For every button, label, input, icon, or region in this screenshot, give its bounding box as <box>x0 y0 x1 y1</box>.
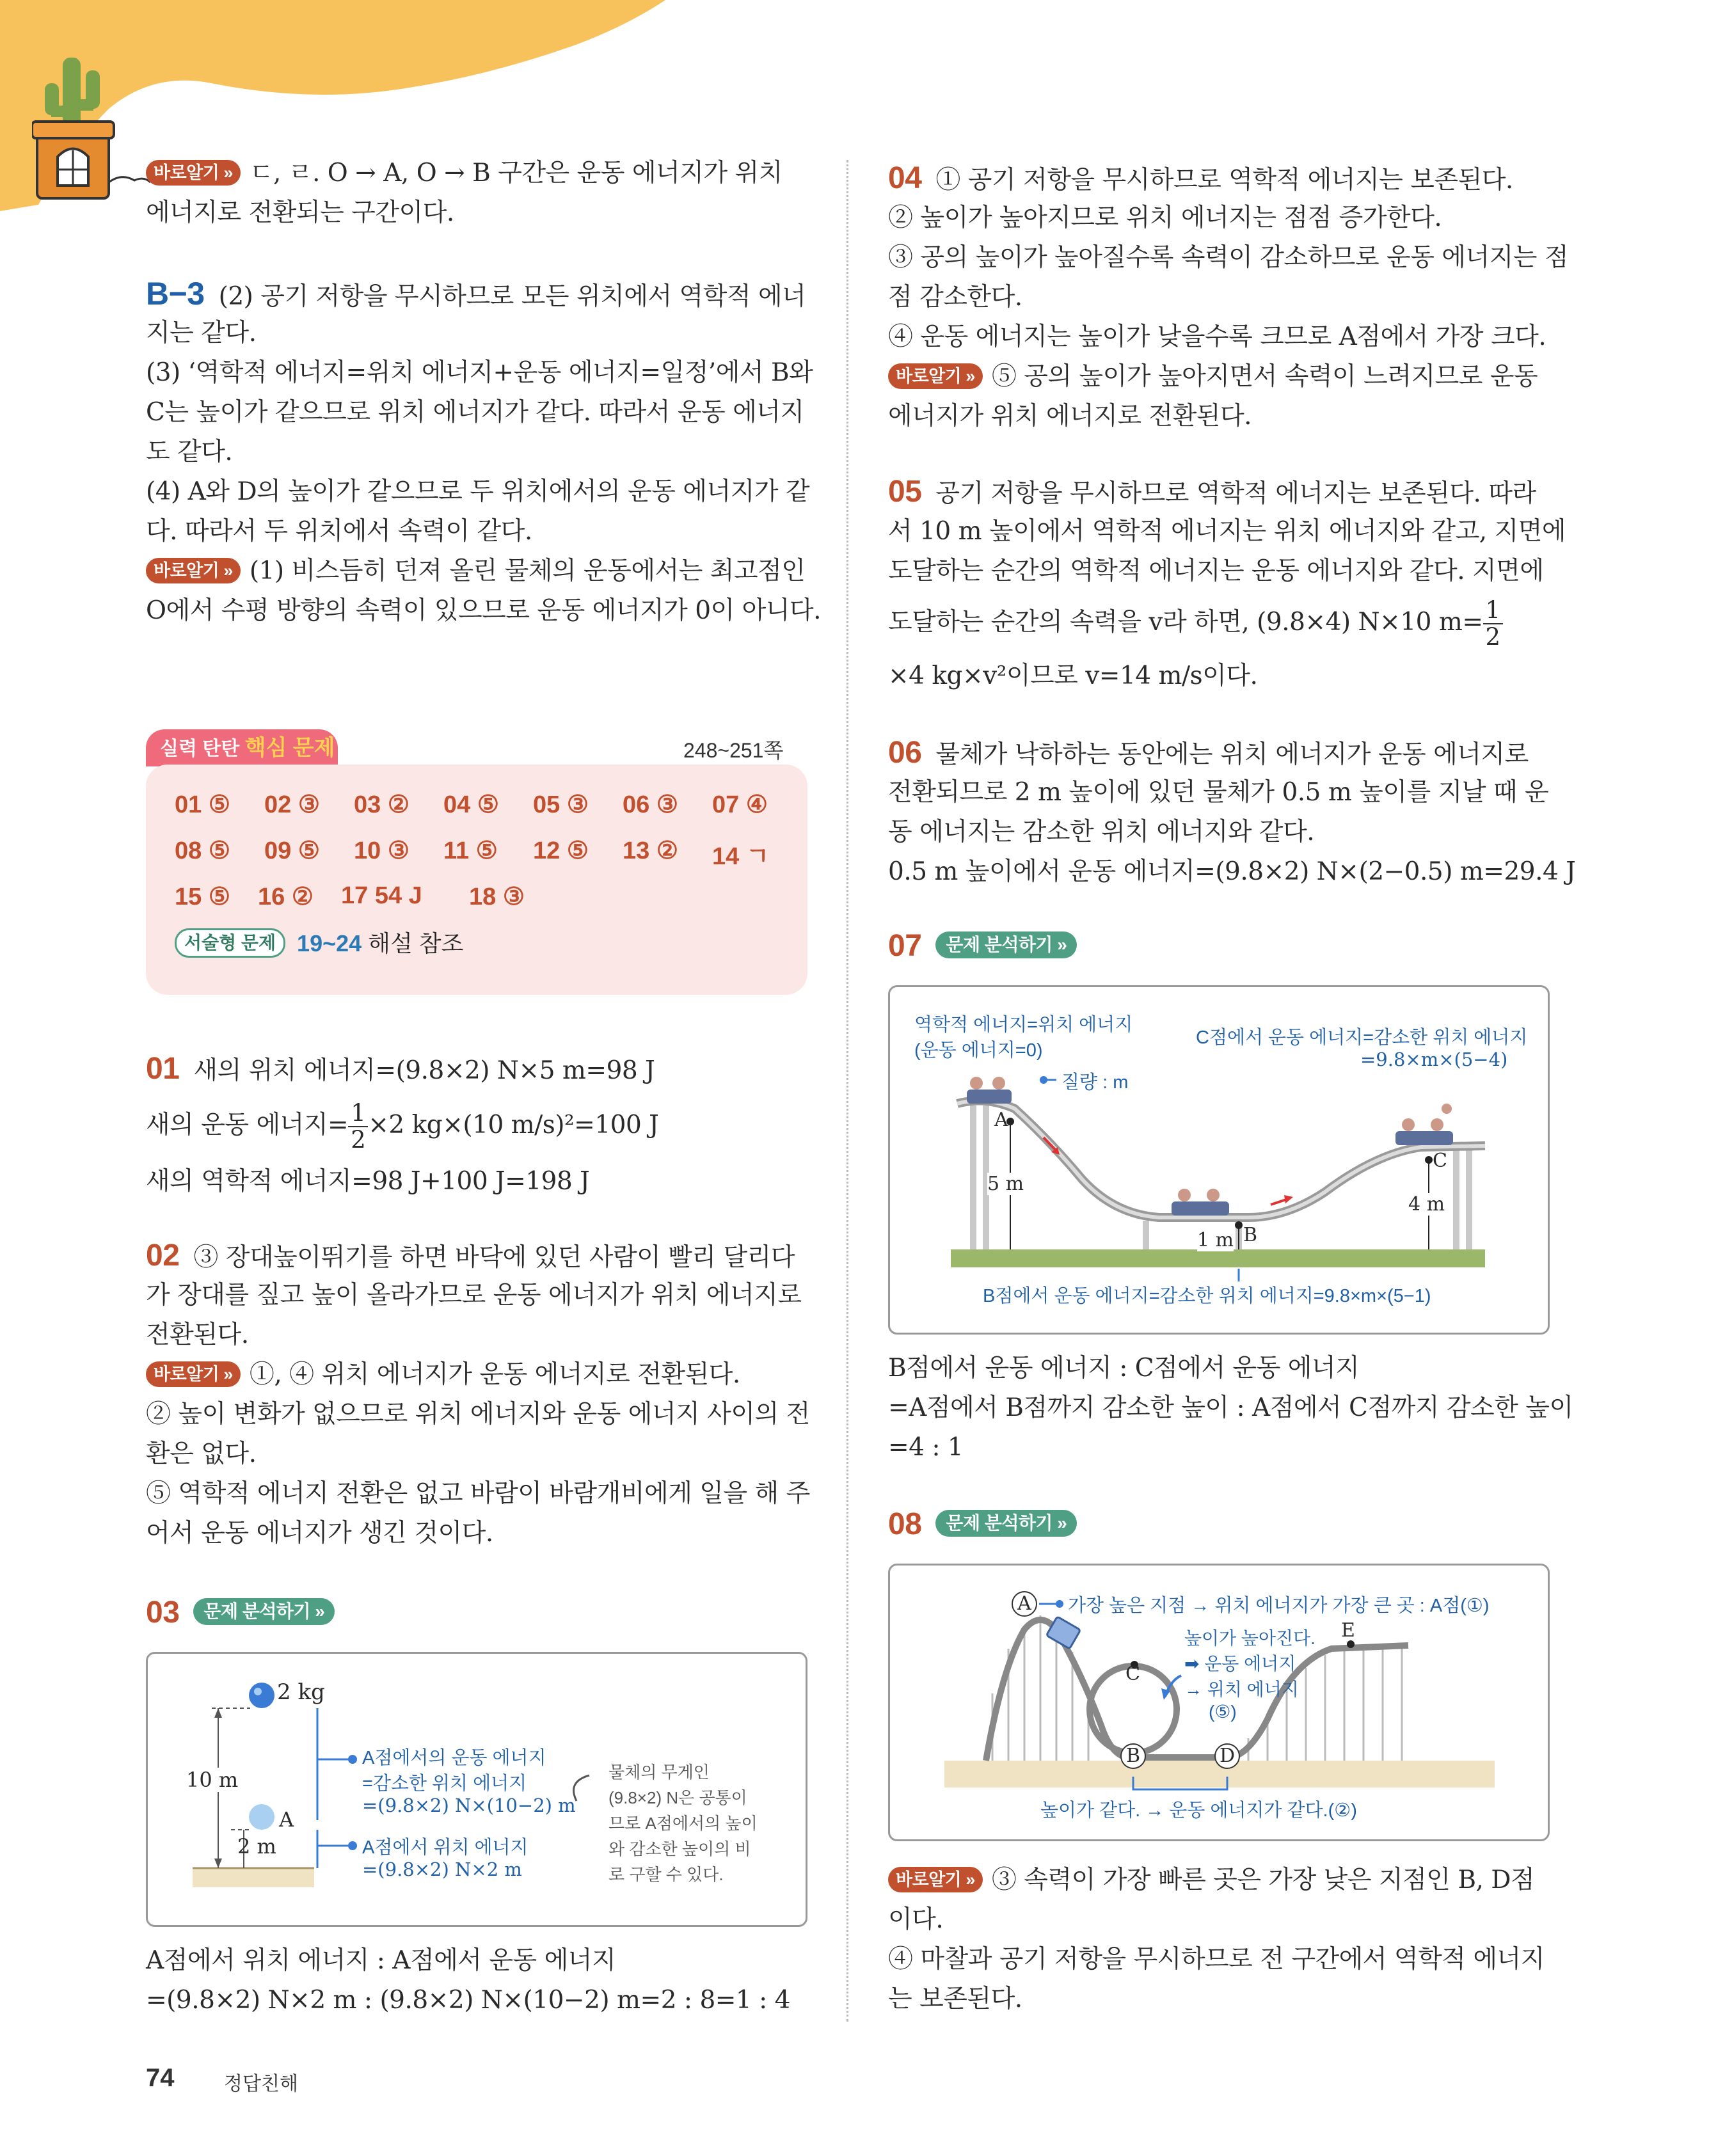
q08-top-label: 가장 높은 지점 → 위치 에너지가 가장 큰 곳 : A점(①) <box>1068 1596 1490 1616</box>
q08-point-c: C <box>1125 1663 1140 1685</box>
answer-item: 16 ② <box>258 884 314 910</box>
q07-analysis-tag: 문제 분석하기 » <box>935 931 1077 958</box>
intro-line-1: 바로알기 » ㄷ, ㄹ. O → A, O → B 구간은 운동 에너지가 위치 <box>146 154 783 193</box>
q07-label-b: B점에서 운동 에너지=감소한 위치 에너지=9.8×m×(5−1) <box>983 1286 1431 1306</box>
q01-line-1: 01 새의 위치 에너지=(9.8×2) N×5 m=98 J <box>146 1052 655 1086</box>
badge-baro: 바로알기 » <box>146 558 241 583</box>
q07-line-2: =A점에서 B점까지 감소한 높이 : A점에서 C점까지 감소한 높이 <box>888 1393 1573 1422</box>
badge-baro: 바로알기 » <box>888 363 983 389</box>
q07-figure <box>888 985 1550 1335</box>
column-divider <box>847 160 848 2022</box>
fraction: $\frac{1}{2}$ <box>348 1100 368 1153</box>
badge-baro: 바로알기 » <box>146 1361 241 1387</box>
q02-line-6: 환은 없다. <box>146 1439 257 1468</box>
answer-item: 09 ⑤ <box>264 837 320 864</box>
q07-line-1: B점에서 운동 에너지 : C점에서 운동 에너지 <box>888 1354 1360 1383</box>
answer-item: 05 ③ <box>533 791 589 818</box>
b3-line-1: B−3 (2) 공기 저항을 무시하므로 모든 위치에서 역학적 에너 <box>146 276 806 312</box>
q02-line-2: 가 장대를 짚고 높이 올라가므로 운동 에너지가 위치 에너지로 <box>146 1281 802 1310</box>
q01-line-3: 새의 역학적 에너지=98 J+100 J=198 J <box>146 1167 590 1196</box>
q04-line-3: ③ 공의 높이가 높아질수록 속력이 감소하므로 운동 에너지는 점 <box>888 243 1569 272</box>
q08-line-1: 바로알기 » ③ 속력이 가장 빠른 곳은 가장 낮은 지점인 B, D점 <box>888 1860 1534 1900</box>
q04-line-1: 04 ① 공기 저항을 무시하므로 역학적 에너지는 보존된다. <box>888 161 1513 195</box>
q05-line-3: 도달하는 순간의 역학적 에너지는 운동 에너지와 같다. 지면에 <box>888 557 1544 585</box>
q08-line-2: 이다. <box>888 1905 944 1934</box>
q08-figure <box>888 1564 1550 1841</box>
q03-ke-label-2: =감소한 위치 에너지 <box>362 1773 527 1794</box>
q07-height-4: 4 m <box>1408 1193 1445 1216</box>
b3-line-7: 다. 따라서 두 위치에서 속력이 같다. <box>146 517 532 546</box>
q03-line-2: =(9.8×2) N×2 m : (9.8×2) N×(10−2) m=2 : 8=1 : 4 <box>146 1986 790 2015</box>
q06-line-2: 전환되므로 2 m 높이에 있던 물체가 0.5 m 높이를 지날 때 운 <box>888 778 1549 807</box>
q06-line-1: 06 물체가 낙하하는 동안에는 위치 에너지가 운동 에너지로 <box>888 736 1529 770</box>
q07-line-3: =4 : 1 <box>888 1433 964 1462</box>
q02-line-7: ⑤ 역학적 에너지 전환은 없고 바람이 바람개비에게 일을 해 주 <box>146 1479 810 1508</box>
badge-baro: 바로알기 » <box>888 1867 983 1892</box>
q08-point-b: B <box>1120 1743 1146 1769</box>
answer-item: 14 ㄱ <box>712 843 770 870</box>
q03-pe-label-1: A점에서 위치 에너지 <box>362 1837 529 1858</box>
q01-line-2: 새의 운동 에너지= $\frac{1}{2}$ ×2 kg×(10 m/s)²=100 J <box>146 1099 659 1153</box>
footer-label: 정답친해 <box>224 2073 298 2095</box>
q05-number: 05 <box>888 475 922 509</box>
q07-heading <box>888 926 1077 968</box>
q07-point-c: C <box>1433 1150 1447 1172</box>
q08-point-a: A <box>1012 1591 1037 1617</box>
q06-line-4: 0.5 m 높이에서 운동 에너지=(9.8×2) N×(2−0.5) m=29.4 J <box>888 857 1576 886</box>
b3-line-3: (3) ‘역학적 에너지=위치 에너지+운동 에너지=일정’에서 B와 <box>146 358 813 387</box>
q03-point-a: A <box>279 1807 294 1832</box>
q01-number: 01 <box>146 1052 180 1086</box>
q03-figure <box>146 1652 807 1927</box>
q03-heading <box>146 1593 335 1635</box>
q05-line-4: 도달하는 순간의 속력을 v라 하면, (9.8×4) N×10 m= $\frac{1}{2}$ <box>888 594 1503 651</box>
q04-line-6: 바로알기 » ⑤ 공의 높이가 높아지면서 속력이 느려지므로 운동 <box>888 357 1538 397</box>
essay-tag: 서술형 문제 <box>175 928 285 958</box>
q07-label-a2: (운동 에너지=0) <box>914 1040 1043 1061</box>
q04-line-5: ④ 운동 에너지는 높이가 낮을수록 크므로 A점에서 가장 크다. <box>888 322 1546 351</box>
core-pages: 248~251쪽 <box>683 739 784 762</box>
q08-same-label: 높이가 같다. → 운동 에너지가 같다.(②) <box>1040 1800 1357 1821</box>
q05-line-2: 서 10 m 높이에서 역학적 에너지는 위치 에너지와 같고, 지면에 <box>888 517 1566 546</box>
core-answer-box <box>146 765 807 995</box>
answer-item: 01 ⑤ <box>175 791 230 818</box>
q08-number: 08 <box>888 1507 922 1541</box>
answer-item: 02 ③ <box>264 791 320 818</box>
q08-line-3: ④ 마찰과 공기 저항을 무시하므로 전 구간에서 역학적 에너지 <box>888 1945 1545 1974</box>
essay-row <box>175 926 463 958</box>
q06-number: 06 <box>888 736 922 770</box>
q03-analysis-tag: 문제 분석하기 » <box>193 1598 335 1625</box>
answer-item: 17 54 J <box>341 882 422 909</box>
q07-height-1: 1 m <box>1197 1229 1234 1251</box>
b3-last-line: O에서 수평 방향의 속력이 있으므로 운동 에너지가 0이 아니다. <box>146 596 822 625</box>
q03-pe-label-2: =(9.8×2) N×2 m <box>362 1859 522 1880</box>
q02-line-8: 어서 운동 에너지가 생긴 것이다. <box>146 1519 493 1548</box>
answer-item: 07 ④ <box>712 791 768 818</box>
q07-number: 07 <box>888 929 922 963</box>
answer-item: 18 ③ <box>469 884 525 910</box>
b3-line-4: C는 높이가 같으므로 위치 에너지가 같다. 따라서 운동 에너지 <box>146 398 804 427</box>
q03-mass-label: 2 kg <box>277 1679 325 1705</box>
q05-line-5: ×4 kg×v²이므로 v=14 m/s이다. <box>888 662 1258 690</box>
answer-item: 12 ⑤ <box>533 837 589 864</box>
q07-height-5: 5 m <box>987 1173 1024 1195</box>
q07-label-c2: =9.8×m×(5−4) <box>1360 1049 1508 1070</box>
fraction: $\frac{1}{2}$ <box>1483 598 1503 650</box>
q02-line-4: 바로알기 » ①, ④ 위치 에너지가 운동 에너지로 전환된다. <box>146 1355 740 1395</box>
b3-line-5: 도 같다. <box>146 438 233 466</box>
answer-item: 10 ③ <box>354 837 409 864</box>
q08-up-label-4: (⑤) <box>1209 1702 1237 1722</box>
cactus-pot-icon <box>32 45 154 211</box>
q08-line-4: 는 보존된다. <box>888 1985 1022 2013</box>
q07-point-b: B <box>1243 1224 1258 1246</box>
q02-line-5: ② 높이 변화가 없으므로 위치 에너지와 운동 에너지 사이의 전 <box>146 1400 810 1429</box>
q03-number: 03 <box>146 1596 180 1629</box>
core-tag: 실력 탄탄 핵심 문제 <box>146 729 338 766</box>
q02-number: 02 <box>146 1239 180 1272</box>
q07-label-c1: C점에서 운동 에너지=감소한 위치 에너지 <box>1196 1027 1528 1048</box>
q08-heading <box>888 1505 1077 1546</box>
q06-line-3: 동 에너지는 감소한 위치 에너지와 같다. <box>888 818 1315 846</box>
q07-label-a1: 역학적 에너지=위치 에너지 <box>914 1015 1133 1035</box>
q07-mass: 질량 : m <box>1061 1072 1129 1093</box>
q05-line-1: 05 공기 저항을 무시하므로 역학적 에너지는 보존된다. 따라 <box>888 475 1536 509</box>
answer-item: 11 ⑤ <box>443 837 498 864</box>
q03-note: 물체의 무게인 (9.8×2) N은 공통이 므로 A점에서의 높이 와 감소한 높이의 비 로 구할 수 있다. <box>608 1763 758 1884</box>
q03-line-1: A점에서 위치 에너지 : A점에서 운동 에너지 <box>146 1946 616 1975</box>
q08-point-e: E <box>1341 1619 1355 1642</box>
q03-ke-label-3: =(9.8×2) N×(10−2) m <box>362 1795 576 1816</box>
answer-item: 13 ② <box>623 837 678 864</box>
q04-line-2: ② 높이가 높아지므로 위치 에너지는 점점 증가한다. <box>888 203 1442 232</box>
answer-item: 06 ③ <box>623 791 678 818</box>
b3-line-6: (4) A와 D의 높이가 같으므로 두 위치에서의 운동 에너지가 같 <box>146 477 810 506</box>
b3-badge-line: 바로알기 » (1) 비스듬히 던져 올린 물체의 운동에서는 최고점인 <box>146 551 805 591</box>
q03-ke-label-1: A점에서의 운동 에너지 <box>362 1748 546 1768</box>
q03-height-2: 2 m <box>237 1834 276 1859</box>
answer-item: 15 ⑤ <box>175 884 230 910</box>
essay-ref: 해설 참조 <box>368 930 464 956</box>
q08-point-d: D <box>1214 1743 1240 1769</box>
q04-number: 04 <box>888 161 922 195</box>
essay-range: 19~24 <box>297 930 362 956</box>
badge-baro: 바로알기 » <box>146 160 241 186</box>
answer-item: 08 ⑤ <box>175 837 230 864</box>
q08-analysis-tag: 문제 분석하기 » <box>935 1510 1077 1537</box>
b3-label: B−3 <box>146 276 205 312</box>
q04-line-7: 에너지가 위치 에너지로 전환된다. <box>888 402 1252 431</box>
intro-line-2: 에너지로 전환되는 구간이다. <box>146 198 454 227</box>
q04-line-4: 점 감소한다. <box>888 283 1022 312</box>
q02-line-3: 전환된다. <box>146 1320 249 1349</box>
q02-line-1: 02 ③ 장대높이뛰기를 하면 바닥에 있던 사람이 빨리 달리다 <box>146 1239 795 1272</box>
q08-up-label-2: ➡ 운동 에너지 <box>1184 1654 1296 1674</box>
q08-up-label-1: 높이가 높아진다. <box>1184 1628 1316 1648</box>
page-number: 74 <box>146 2064 175 2092</box>
q07-point-a: A <box>994 1109 1008 1131</box>
b3-line-2: 지는 같다. <box>146 319 257 347</box>
answer-item: 04 ⑤ <box>443 791 499 818</box>
answer-item: 03 ② <box>354 791 409 818</box>
q08-up-label-3: → 위치 에너지 <box>1184 1679 1299 1699</box>
q03-height-10: 10 m <box>186 1768 239 1792</box>
